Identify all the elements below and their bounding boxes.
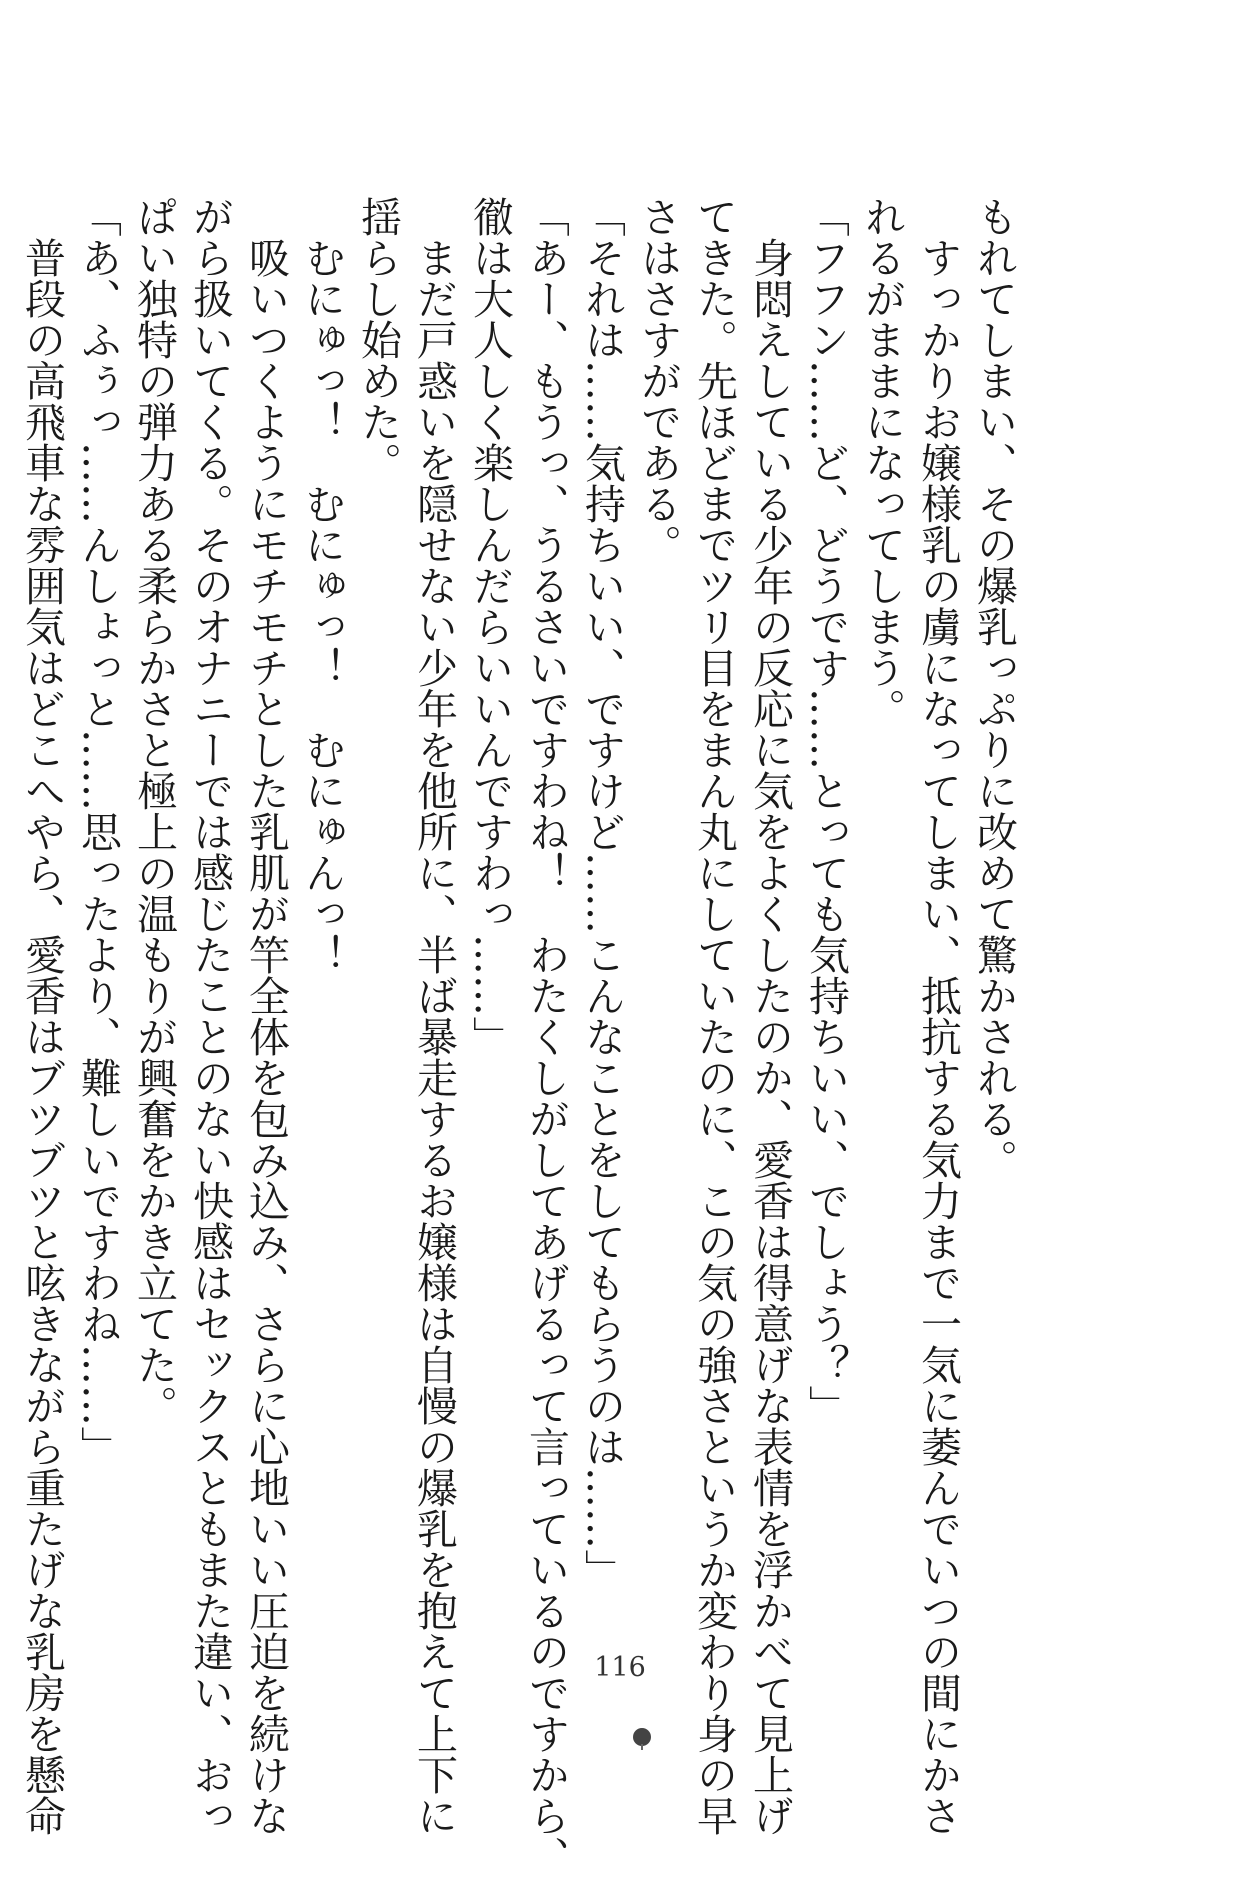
page-marker-line	[641, 1744, 643, 1750]
text-line: 吸いつくようにモチモチとした乳肌が竿全体を包み込み、さらに心地いい圧迫を続けな	[242, 237, 290, 1836]
text-line: 普段の高飛車な雰囲気はどこへやら、愛香はブツブツと呟きながら重たげな乳房を懸命	[18, 237, 66, 1836]
text-line: すっかりお嬢様乳の虜になってしまい、抵抗する気力まで一気に萎んでいつの間にかさ	[914, 237, 962, 1836]
page-number: 116	[594, 1652, 646, 1683]
text-line: 「それは……気持ちいい、ですけど……こんなことをしてもらうのは……」	[578, 196, 626, 1590]
text-line: ぱい独特の弾力ある柔らかさと極上の温もりが興奮をかき立てた。	[130, 196, 178, 1426]
text-line: まだ戸惑いを隠せない少年を他所に、半ば暴走するお嬢様は自慢の爆乳を抱えて上下に	[410, 237, 458, 1836]
text-line: てきた。先ほどまでツリ目をまん丸にしていたのに、この気の強さというか変わり身の早	[690, 196, 738, 1836]
text-line: 揺らし始めた。	[354, 196, 402, 483]
text-line: もれてしまい、その爆乳っぷりに改めて驚かされる。	[970, 196, 1018, 1180]
text-line: むにゅっ！ むにゅっ！ むにゅんっ！	[298, 237, 346, 975]
text-line: 「あ、ふぅっ……んしょっと……思ったより、難しいですわね……」	[74, 196, 122, 1467]
text-line: 徹は大人しく楽しんだらいいんですわっ……」	[466, 196, 514, 1057]
text-line: 「あー、もうっ、うるさいですわね！ わたくしがしてあげるって言っているのですから、	[522, 196, 570, 1877]
text-line: れるがままになってしまう。	[858, 196, 906, 729]
text-line: 身悶えしている少年の反応に気をよくしたのか、愛香は得意げな表情を浮かべて見上げ	[746, 237, 794, 1836]
text-line: がら扱いてくる。そのオナニーでは感じたことのない快感はセックスともまた違い、おっ	[186, 196, 234, 1836]
text-line: 「フフン……ど、どうです……とっても気持ちいい、でしょう？」	[802, 196, 850, 1426]
text-line: さはさすがである。	[634, 196, 682, 565]
